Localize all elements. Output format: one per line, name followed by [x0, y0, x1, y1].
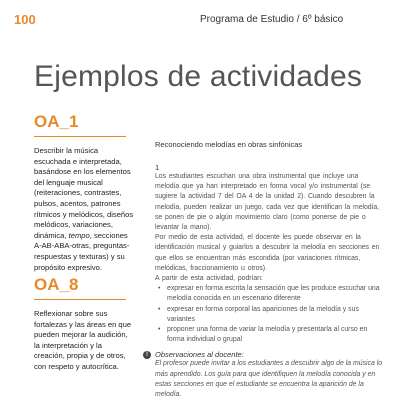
oa8-block	[34, 275, 134, 373]
page-title: Ejemplos de actividades	[34, 60, 363, 93]
oa1-text	[34, 146, 134, 273]
oa1-block	[34, 112, 134, 273]
activity-title: Reconociendo melodías en obras sinfónicas	[155, 140, 303, 149]
observations-heading-text: Observaciones al docente:	[155, 350, 244, 360]
observations-paragraph: El profesor puede invitar a los estudiantes a descubrir algo de la música lo más aprendido. Los guía para que identifiquen la melodía conocida y en estas secciones en que el estudiante se encuentra la aparición de la melodía.	[155, 360, 383, 399]
activity-number: 1	[155, 163, 160, 172]
oa8-text: Reflexionar sobre sus fortalezas y las áreas en que pueden mejorar la audición, la interpretación y la creación, propia y de otros, con respeto y autocrítica.	[34, 309, 132, 371]
activity-bullet-list	[155, 284, 385, 345]
activity-paragraph: Por medio de esta actividad, el docente les puede observar en la identificación musical y guiarlos a descubrir la melodía en secciones en que ellos se encuentran más escondida (por variaciones rítmicas, melódicas, fraccionamiento u otros).	[155, 234, 380, 272]
activity-bullet: • proponer una forma de variar la melodía y presentarla al curso en forma individual o grupal	[167, 325, 385, 345]
activity-column	[146, 140, 385, 400]
observations-body	[155, 359, 385, 400]
activity-bullet: • expresar en forma corporal las apariciones de la melodía y sus variantes	[167, 305, 385, 325]
observations-heading	[146, 350, 385, 360]
activity-body	[155, 172, 385, 345]
oa1-heading: OA_1	[34, 112, 126, 137]
activity-bullet: • expresar en forma escrita la sensación que les produce escuchar una melodía conocida en un escenario diferente	[167, 284, 385, 304]
running-head: Programa de Estudio / 6º básico	[200, 14, 344, 25]
page-number: 100	[14, 12, 36, 27]
activity-paragraph: A partir de esta actividad, podrían:	[155, 275, 263, 283]
oa1-text-part1: Describir la música escuchada e interpretada, basándose en los elementos del lenguaje musical (reiteraciones, contrastes, pulsos, acentos, patrones rítmicos y melódicos, diseños melódicos, variaciones, dinámica,	[34, 146, 134, 240]
oa1-text-part2: , secciones A-AB-ABA-otras, preguntas-respuestas y texturas) y su propósito expresivo.	[34, 230, 130, 272]
oa1-text-italic: tempo	[68, 230, 90, 240]
info-icon: !	[143, 351, 151, 359]
oa8-heading: OA_8	[34, 275, 126, 300]
activity-paragraph: Los estudiantes escuchan una obra instrumental que incluye una melodía que ya han interpretado en forma vocal y/o instrumental (se sugiere la actividad 7 del OA 4 de la unidad 2). Cuando descubren la melodía, pueden realizar un juego, cada vez que identifican la melodía, se ponen de pie o algún movimiento claro (como ponerse de pie o levantar la mano).	[155, 173, 380, 232]
